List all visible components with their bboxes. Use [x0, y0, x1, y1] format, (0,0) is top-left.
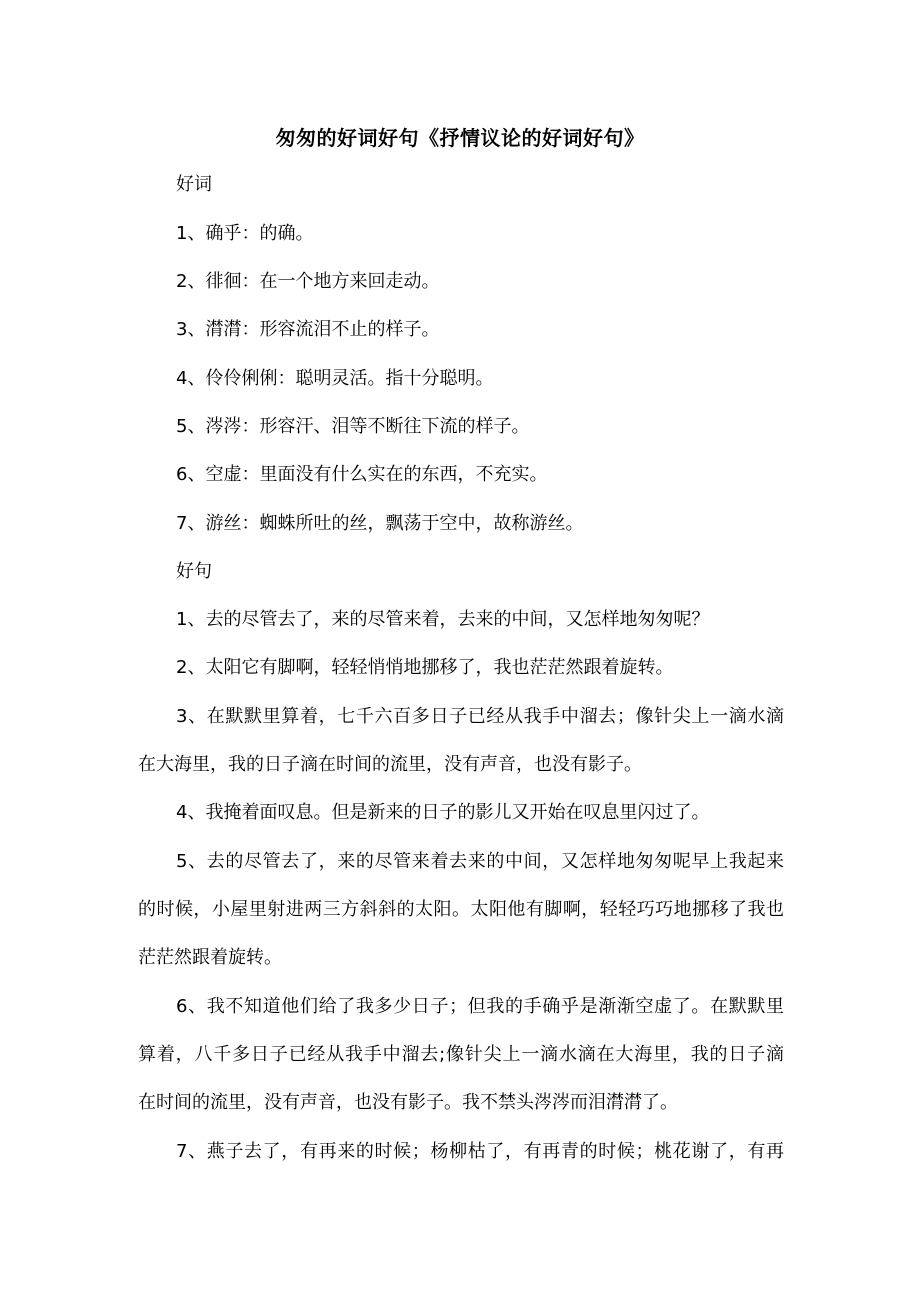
sentence-line: 1、去的尽管去了，来的尽管来着，去来的中间，又怎样地匆匆呢？ — [176, 609, 710, 630]
sentence-line: 在大海里，我的日子滴在时间的流里，没有声音，也没有影子。 — [138, 754, 642, 775]
sentence-line: 的时候，小屋里射进两三方斜斜的太阳。太阳他有脚啊，轻轻巧巧地挪移了我也 — [138, 899, 784, 920]
section-heading-words: 好词 — [176, 174, 212, 195]
word-entry: 6、空虚：里面没有什么实在的东西，不充实。 — [176, 464, 548, 485]
word-entry: 1、确乎：的确。 — [176, 223, 314, 244]
page-title: 匆匆的好词好句《抒情议论的好词好句》 — [275, 126, 645, 150]
word-entry: 2、徘徊：在一个地方来回走动。 — [176, 271, 440, 292]
sentence-line: 2、太阳它有脚啊，轻轻悄悄地挪移了，我也茫茫然跟着旋转。 — [176, 657, 674, 678]
section-heading-sentences: 好句 — [176, 561, 212, 582]
sentence-line: 算着，八千多日子已经从我手中溜去;像针尖上一滴水滴在大海里，我的日子滴 — [138, 1044, 784, 1065]
sentence-line: 3、在默默里算着，七千六百多日子已经从我手中溜去；像针尖上一滴水滴 — [176, 706, 784, 727]
sentence-line: 6、我不知道他们给了我多少日子；但我的手确乎是渐渐空虚了。在默默里 — [176, 996, 784, 1017]
sentence-line: 7、燕子去了，有再来的时候；杨柳枯了，有再青的时候；桃花谢了，有再 — [176, 1141, 784, 1162]
sentence-line: 5、去的尽管去了，来的尽管来着去来的中间，又怎样地匆匆呢早上我起来 — [176, 851, 784, 872]
word-entry: 4、伶伶俐俐：聪明灵活。指十分聪明。 — [176, 368, 494, 389]
sentence-line: 4、我掩着面叹息。但是新来的日子的影儿又开始在叹息里闪过了。 — [176, 802, 710, 823]
sentence-line: 在时间的流里，没有声音，也没有影子。我不禁头涔涔而泪潸潸了。 — [138, 1092, 678, 1113]
word-entry: 7、游丝：蜘蛛所吐的丝，飘荡于空中，故称游丝。 — [176, 513, 584, 534]
word-entry: 3、潸潸：形容流泪不止的样子。 — [176, 319, 440, 340]
sentence-line: 茫茫然跟着旋转。 — [138, 947, 282, 968]
word-entry: 5、涔涔：形容汗、泪等不断往下流的样子。 — [176, 416, 530, 437]
